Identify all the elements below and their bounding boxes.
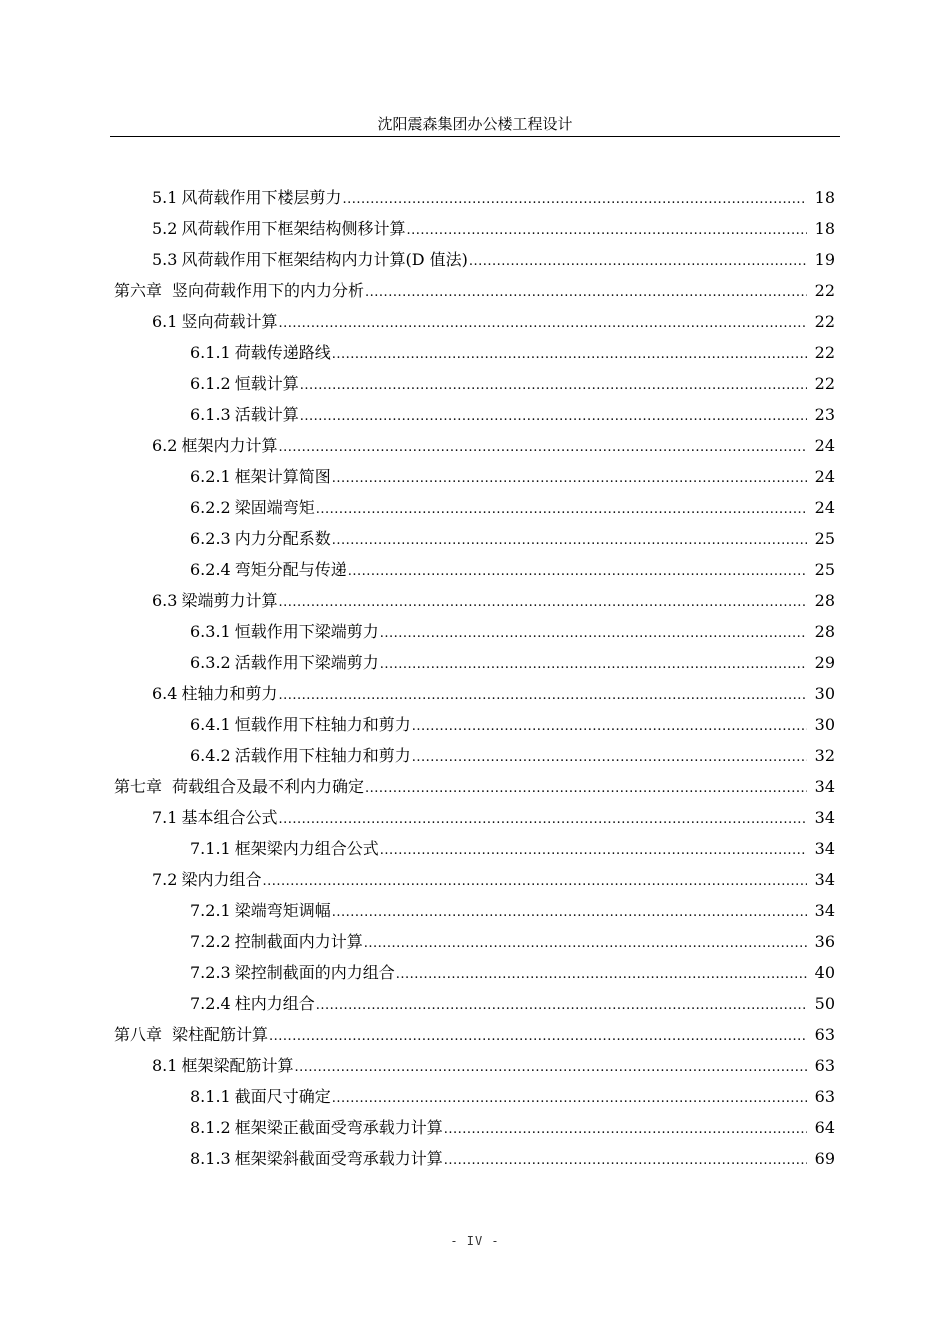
toc-entry-number: 7.2.2 [190,931,231,951]
toc-dot-leader [332,531,807,551]
toc-entry-label [190,715,411,735]
toc-page-number: 22 [814,280,835,300]
toc-dot-leader [332,1089,807,1109]
toc-dot-leader [316,500,807,520]
toc-entry-title: 荷载组合及最不利内力确定 [172,776,365,796]
toc-entry-number: 第八章 [114,1024,163,1044]
toc-entry-label [152,312,277,332]
toc-entry-label [190,405,299,425]
toc-page-number: 24 [814,466,835,486]
toc-entry-number: 6.1.2 [190,373,231,393]
toc-entry-number: 7.2.3 [190,962,231,982]
toc-page-number: 34 [814,776,835,796]
toc-entry[interactable] [0,1143,950,1174]
toc-entry-label [190,746,411,766]
toc-dot-leader [444,1151,807,1171]
toc-entry-label [152,684,277,704]
toc-page-number: 34 [814,900,835,920]
toc-entry-number: 5.1 [152,187,178,207]
toc-dot-leader [444,1120,807,1140]
toc-entry-title: 梁固端弯矩 [234,497,315,517]
toc-page-number: 36 [814,931,835,951]
toc-dot-leader [278,314,807,334]
toc-page-number: 63 [814,1055,835,1075]
toc-entry-number: 8.1.3 [190,1148,231,1168]
toc-entry-title: 截面尺寸确定 [234,1086,331,1106]
toc-entry-title: 框架梁内力组合公式 [234,838,379,858]
toc-entry-number: 第六章 [114,280,163,300]
toc-dot-leader [348,562,807,582]
toc-entry-number: 6.1.1 [190,342,231,362]
toc-entry-title: 恒载作用下柱轴力和剪力 [234,714,411,734]
header-rule [110,136,840,137]
toc-entry-number: 6.2.2 [190,497,231,517]
toc-page-number: 24 [814,497,835,517]
toc-entry-number: 5.2 [152,218,178,238]
toc-entry-title: 风荷载作用下框架结构侧移计算 [181,218,406,238]
toc-entry-number: 6.2.1 [190,466,231,486]
toc-entry-title: 控制截面内力计算 [234,931,363,951]
toc-dot-leader [278,593,807,613]
toc-dot-leader [300,407,807,427]
toc-entry[interactable] [0,740,950,771]
toc-entry[interactable] [0,461,950,492]
toc-entry-label [152,436,277,456]
page-number: - IV - [450,1234,500,1248]
toc-entry-label [190,901,331,921]
toc-entry-label [190,374,299,394]
toc-dot-leader [294,1058,807,1078]
toc-entry[interactable] [0,213,950,244]
toc-entry-number: 7.1.1 [190,838,231,858]
toc-page-number: 18 [814,187,835,207]
toc-entry-label [152,188,341,208]
toc-entry-title: 梁端弯矩调幅 [234,900,331,920]
toc-entry-label [190,467,331,487]
toc-entry[interactable] [0,864,950,895]
toc-dot-leader [412,748,807,768]
toc-entry-label [190,498,315,518]
toc-entry[interactable] [0,616,950,647]
toc-entry[interactable] [0,709,950,740]
toc-dot-leader [396,965,807,985]
toc-page-number: 28 [814,621,835,641]
toc-entry-label [114,777,364,797]
toc-dot-leader [380,624,807,644]
toc-entry-title: 活载计算 [234,404,299,424]
toc-chapter-entry[interactable] [0,771,950,802]
toc-page-number: 63 [814,1086,835,1106]
toc-entry-label [190,529,331,549]
toc-dot-leader [380,655,807,675]
toc-entry-number: 6.4.2 [190,745,231,765]
toc-entry-number: 6.1 [152,311,178,331]
toc-entry-number: 6.2 [152,435,178,455]
toc-page-number: 34 [814,807,835,827]
toc-entry-label [190,839,379,859]
toc-entry-label [190,1118,443,1138]
toc-dot-leader [364,934,807,954]
toc-page-number: 22 [814,373,835,393]
toc-entry-label [190,560,347,580]
toc-entry-label [190,994,315,1014]
toc-entry-title: 活载作用下梁端剪力 [234,652,379,672]
toc-entry-title: 弯矩分配与传递 [234,559,347,579]
toc-entry-title: 基本组合公式 [181,807,278,827]
toc-page-number: 50 [814,993,835,1013]
toc-entry-number: 6.3.2 [190,652,231,672]
toc-entry[interactable] [0,895,950,926]
toc-entry[interactable] [0,399,950,430]
toc-entry-label [152,808,277,828]
page-header-title: 沈阳震森集团办公楼工程设计 [377,115,573,133]
toc-page-number: 23 [814,404,835,424]
toc-dot-leader [342,190,807,210]
toc-entry-title: 梁控制截面的内力组合 [234,962,395,982]
toc-entry-title: 柱内力组合 [234,993,315,1013]
toc-entry[interactable] [0,492,950,523]
toc-dot-leader [278,686,807,706]
toc-entry-label [152,1056,293,1076]
toc-entry-title: 框架梁配筋计算 [181,1055,294,1075]
toc-entry[interactable] [0,430,950,461]
toc-entry[interactable] [0,182,950,213]
toc-page-number: 69 [814,1148,835,1168]
toc-page-number: 30 [814,714,835,734]
toc-page-number: 64 [814,1117,835,1137]
toc-page-number: 24 [814,435,835,455]
toc-page-number: 19 [814,249,835,269]
toc-entry-label [190,932,363,952]
toc-page-number: 29 [814,652,835,672]
toc-entry-title: 竖向荷载计算 [181,311,278,331]
toc-entry-title: 梁内力组合 [181,869,262,889]
toc-dot-leader [406,221,807,241]
toc-entry-label [152,591,277,611]
toc-dot-leader [332,903,807,923]
toc-page-number: 30 [814,683,835,703]
toc-page-number: 22 [814,342,835,362]
toc-entry[interactable] [0,1081,950,1112]
toc-entry-number: 6.1.3 [190,404,231,424]
toc-entry-label [152,250,468,270]
toc-entry-number: 6.3 [152,590,178,610]
toc-dot-leader [412,717,807,737]
toc-entry-number: 第七章 [114,776,163,796]
toc-page-number: 40 [814,962,835,982]
toc-entry[interactable] [0,926,950,957]
toc-entry-title: 框架内力计算 [181,435,278,455]
toc-entry[interactable] [0,988,950,1019]
toc-chapter-entry[interactable] [0,275,950,306]
toc-entry-number: 5.3 [152,249,178,269]
toc-entry-title: 梁端剪力计算 [181,590,278,610]
toc-page-number: 32 [814,745,835,765]
toc-entry-number: 8.1 [152,1055,178,1075]
toc-entry-label [152,219,405,239]
toc-entry-label [190,653,379,673]
toc-entry[interactable] [0,678,950,709]
toc-entry-number: 6.4 [152,683,178,703]
toc-entry[interactable] [0,523,950,554]
toc-chapter-entry[interactable] [0,1019,950,1050]
toc-entry-title: 框架梁斜截面受弯承载力计算 [234,1148,443,1168]
toc-entry[interactable] [0,833,950,864]
toc-entry-title: 恒载作用下梁端剪力 [234,621,379,641]
toc-entry-number: 7.2.4 [190,993,231,1013]
toc-dot-leader [262,872,807,892]
toc-dot-leader [332,469,807,489]
toc-page-number: 18 [814,218,835,238]
toc-dot-leader [365,779,807,799]
toc-entry-title: 框架梁正截面受弯承载力计算 [234,1117,443,1137]
toc-entry-number: 6.2.4 [190,559,231,579]
toc-entry-label [190,1149,443,1169]
toc-entry[interactable] [0,802,950,833]
toc-page-number: 34 [814,838,835,858]
toc-page-number: 25 [814,559,835,579]
toc-dot-leader [269,1027,807,1047]
toc-entry-number: 8.1.1 [190,1086,231,1106]
toc-entry[interactable] [0,585,950,616]
toc-dot-leader [365,283,807,303]
toc-entry-title: 活载作用下柱轴力和剪力 [234,745,411,765]
toc-dot-leader [469,252,807,272]
toc-entry-label [152,870,261,890]
toc-entry[interactable] [0,647,950,678]
toc-entry-title: 框架计算简图 [234,466,331,486]
table-of-contents [0,182,950,1174]
toc-entry-title: 风荷载作用下楼层剪力 [181,187,342,207]
toc-entry-number: 6.2.3 [190,528,231,548]
toc-dot-leader [380,841,807,861]
toc-entry-label [190,622,379,642]
toc-entry-title: 荷载传递路线 [234,342,331,362]
toc-entry[interactable] [0,244,950,275]
toc-page-number: 28 [814,590,835,610]
toc-entry-title: 梁柱配筋计算 [172,1024,269,1044]
toc-dot-leader [278,810,807,830]
toc-page-number: 34 [814,869,835,889]
toc-entry-label [190,343,331,363]
toc-entry-title: 竖向荷载作用下的内力分析 [172,280,365,300]
toc-entry-number: 7.2 [152,869,178,889]
toc-entry-number: 6.3.1 [190,621,231,641]
toc-entry-label [114,1025,268,1045]
toc-entry-number: 6.4.1 [190,714,231,734]
toc-entry-title: 柱轴力和剪力 [181,683,278,703]
toc-page-number: 22 [814,311,835,331]
toc-dot-leader [332,345,807,365]
toc-page-number: 25 [814,528,835,548]
toc-entry-number: 8.1.2 [190,1117,231,1137]
toc-dot-leader [316,996,807,1016]
toc-entry-title: 内力分配系数 [234,528,331,548]
toc-page-number: 63 [814,1024,835,1044]
toc-entry-label [190,963,395,983]
toc-entry[interactable] [0,554,950,585]
toc-entry[interactable] [0,957,950,988]
toc-dot-leader [278,438,807,458]
toc-entry[interactable] [0,1112,950,1143]
toc-entry-title: 风荷载作用下框架结构内力计算(D 值法) [181,249,468,269]
toc-dot-leader [300,376,807,396]
toc-entry-label [114,281,364,301]
toc-entry[interactable] [0,368,950,399]
toc-entry[interactable] [0,306,950,337]
toc-entry[interactable] [0,1050,950,1081]
toc-entry-number: 7.2.1 [190,900,231,920]
toc-entry-label [190,1087,331,1107]
toc-entry-number: 7.1 [152,807,178,827]
toc-entry[interactable] [0,337,950,368]
toc-entry-title: 恒载计算 [234,373,299,393]
